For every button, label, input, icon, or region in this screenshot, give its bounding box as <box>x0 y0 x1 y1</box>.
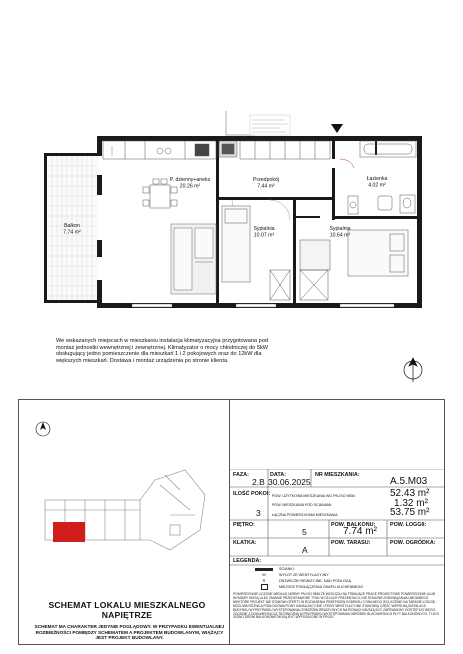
pow-ogrodka-label: POW. OGRÓDKA: <box>390 540 436 546</box>
room-area: 7.74 m² <box>63 229 81 236</box>
compass-icon <box>34 420 52 438</box>
wall-swatch-icon <box>255 568 273 571</box>
laczna-powierzchnia-label: ŁĄCZNA POWIERZCHNIA MIESZKANIA: <box>272 513 339 517</box>
laczna-powierzchnia-value: 53.75 m² <box>390 507 430 518</box>
data-value: 30.06.2025 <box>268 477 311 487</box>
pow-loggii-label: POW. LOGGII: <box>390 522 427 528</box>
klatka-label: KLATKA: <box>233 540 257 546</box>
sofa <box>171 224 216 294</box>
pow-pod-scianami-value: 1.32 m² <box>394 498 428 509</box>
north-arrow-icon <box>404 358 422 382</box>
dining-table <box>143 179 177 208</box>
pow-balkonu-label: POW. BALKONU: <box>331 522 376 528</box>
ilosc-pokoi-label: ILOŚĆ POKOI: <box>233 491 271 497</box>
hood-connection-icon <box>255 584 273 591</box>
room-area: 10.07 m² <box>253 232 275 239</box>
schema-disclaimer: SCHEMAT MA CHARAKTER JEDYNIE POGLĄDOWY. W PRZYPADKU EWENTUALNEJ ROZBIEŻNOŚCI POMIĘDZY SCHEMATEM A PROJEKTEM BUDOWLANYM, WIĄŻĄCY JEST PROJEKT BUDOWLANY. <box>34 624 225 641</box>
legenda-label: LEGENDA: <box>233 558 262 564</box>
room-name: Sypialnia <box>253 226 275 232</box>
pietro-label: PIĘTRO: <box>233 522 255 528</box>
top-annotation <box>226 111 290 135</box>
kitchen <box>103 141 216 159</box>
pow-tarasu-label: POW. TARASU: <box>331 540 371 546</box>
vent-outlet-icon: W <box>262 573 266 577</box>
faza-label: FAZA: <box>233 472 249 478</box>
room-name: Balkon <box>64 223 80 229</box>
legend-item: MIEJSCE PODŁĄCZENIA OKAPU KUCHENNEGO <box>255 584 435 590</box>
building-key-plan <box>20 455 230 555</box>
pow-uzytkowa-label: POW. UŻYTKOWA MIESZKANIA WG PN-ISO 9836: <box>272 494 356 498</box>
bedroom-2-furniture <box>300 230 408 300</box>
pow-pod-scianami-label: POW. MIESZKANIA POD SCIANAMI: <box>272 503 333 507</box>
room-name: P. dzienny+aneks <box>169 177 211 183</box>
room-area: 20.26 m² <box>179 183 201 190</box>
klatka-value: A <box>302 545 308 555</box>
room-area: 10.64 m² <box>329 232 351 239</box>
nr-mieszkania-label: NR MIESZKANIA: <box>315 472 360 478</box>
entrance-arrow-icon <box>331 124 343 133</box>
legend-item: ŚCIANKI <box>255 566 435 572</box>
bedroom-1-furniture <box>222 206 290 300</box>
room-name: Sypialnia <box>329 226 351 232</box>
legend-item: R DRZWICZKI REWIZYJNE, NAD PODŁOGĄ <box>255 578 435 584</box>
revision-door-icon: R <box>262 579 266 583</box>
pow-balkonu-value: 7.74 m² <box>343 526 377 537</box>
room-name: Łazienka <box>366 176 388 182</box>
data-label: DATA: <box>270 472 286 478</box>
legend-list <box>255 566 435 590</box>
legend-item: W WYLOT ZE WENTYLACYJNY <box>255 572 435 578</box>
schema-title: SCHEMAT LOKALU MIESZKALNEGO NAPIĘTRZE <box>48 600 206 620</box>
room-area: 7.44 m² <box>257 183 275 190</box>
remarks: POWIERZCHNIE LICZONE WEDŁUG NORMY PN-ISO 9836 ZE WZGLĘDU NA TRWAJĄCE PRACE PROJEKTOWE POWIERZCHNIE ULUB WYMIARY MOGĄ ULEC ZMIANIE PRZEDSTAWIONE TYNK W CELACH PREZENTACJI, NIE STANOWI ZOBOWIĄZANIA UMOWNEGO NIEKTÓRE PROJEKT NIE STANOWI OFERTY W ROZUMIENIU PRZEPISÓW KODEKSU CYWILNEGO WYLICZENIE NA TARASIE ŁOGGIĘ - MOŻLIWA RÓŻNICA PODŁOGOWA PIONY KANALIZACYJNE I PIONY WENTYLACYJNE STANOWIĄ CZĘŚĆ WSPÓLNĄ INSTALACJI BUDYNKU W PRZYPADKU WYSTĘPOWANIA OTWORÓW REWIZYJNYCH NA PIONACH MUSZĄ BYĆ ZAPEWNIONY DOSTĘP DO NIEGO, ZGODNIE Z DOKUMENTACJĄ TECHNICZNĄ W PRZYPADKU WYSTĘPOWANIA OBRÓBEK BLACHARSKICH PŁYT BALKONOWYCH, TYLKO JEDNO DRZWI BALKONOWE MOGĄ BYĆ WYPOSAŻONE W PROGI <box>233 592 440 620</box>
pietro-value: 5 <box>302 527 307 537</box>
apartment-highlight <box>53 522 85 542</box>
ilosc-pokoi-value: 3 <box>256 508 261 518</box>
room-name: Przedpokój <box>253 177 279 183</box>
air-conditioning-note: We wskazanych miejscach w mieszkaniu instalacja klimatyzacyjna przygotowana pod montaż jednostki wewnętrznej i zewnętrznej. Klimatyzator o mocy chłodniczej do 5kW obsługujący jedno pomieszczenie dla mieszkań 1 i 2 pokojowych oraz do 12kW dla większych mieszkań. Dostawa i montaż urządzenia po stronie klienta. <box>56 338 269 364</box>
windows <box>132 304 394 307</box>
room-area: 4.02 m² <box>368 182 386 189</box>
faza-value: 2.B <box>252 477 265 487</box>
pow-uzytkowa-value: 52.43 m² <box>390 488 430 499</box>
nr-mieszkania-value: A.5.M03 <box>390 476 428 487</box>
